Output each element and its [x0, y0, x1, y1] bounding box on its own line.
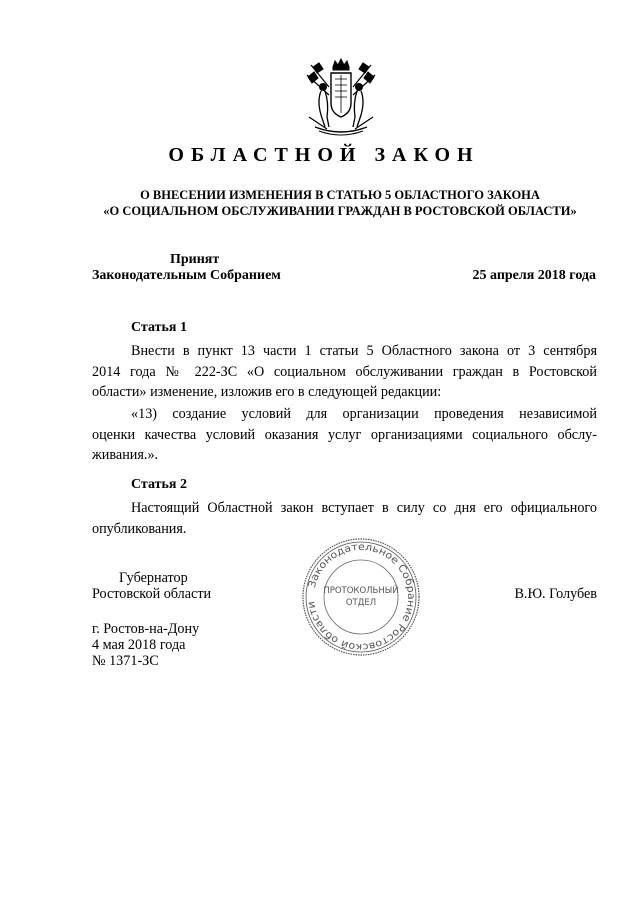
text-line: Настоящий Областной закон вступает в силу со дня его официального [131, 500, 597, 516]
adopted-label: Принят [170, 252, 220, 267]
text-line: «13) создание условий для организации проведения независимой [131, 406, 597, 422]
text-line: живания.». [92, 447, 159, 463]
adopted-date: 25 апреля 2018 года [472, 268, 596, 283]
stamp-center-line-2: ОТДЕЛ [345, 598, 377, 608]
adopted-by: Законодательным Собранием [92, 268, 281, 283]
document-title-line-2: «О СОЦИАЛЬНОМ ОБСЛУЖИВАНИИ ГРАЖДАН В РОСТОВСКОЙ ОБЛАСТИ» [103, 204, 577, 218]
text-line: 2014 года № 222-ЗС «О социальном обслуживании граждан в Ростовской [92, 363, 597, 380]
signature-position-line-2: Ростовской области [92, 586, 212, 602]
article-2-paragraph-1 [92, 498, 597, 539]
signature-position-line-1: Губернатор [119, 570, 188, 586]
text-line: Внести в пункт 13 части 1 статьи 5 Областного закона от 3 сентября [131, 343, 597, 359]
footer-number: № 1371-ЗС [92, 653, 159, 669]
document-title-line-1: О ВНЕСЕНИИ ИЗМЕНЕНИЯ В СТАТЬЮ 5 ОБЛАСТНОГО ЗАКОНА [140, 188, 540, 202]
stamp-center-line-1: ПРОТОКОЛЬНЫЙ [323, 586, 399, 596]
article-1-paragraph-2 [92, 404, 597, 466]
footer-city: г. Ростов-на-Дону [92, 621, 200, 637]
official-stamp [300, 536, 422, 658]
article-1-heading: Статья 1 [131, 320, 187, 335]
document-type-heading: ОБЛАСТНОЙ ЗАКОН [168, 144, 480, 166]
text-line: опубликования. [92, 520, 187, 537]
text-line: области» изменение, изложив его в следующей редакции: [92, 384, 442, 400]
footer-date: 4 мая 2018 года [92, 637, 186, 653]
text-line: оценки качества условий оказания услуг организациями социального обслу- [92, 426, 597, 443]
svg-text:Законодательное Собрание Росто: Законодательное Собрание Ростовской области [306, 541, 417, 653]
article-2-heading: Статья 2 [131, 477, 187, 492]
coat-of-arms-emblem [299, 57, 383, 137]
signer-name: В.Ю. Голубев [514, 586, 597, 602]
article-1-paragraph-1 [92, 341, 597, 403]
